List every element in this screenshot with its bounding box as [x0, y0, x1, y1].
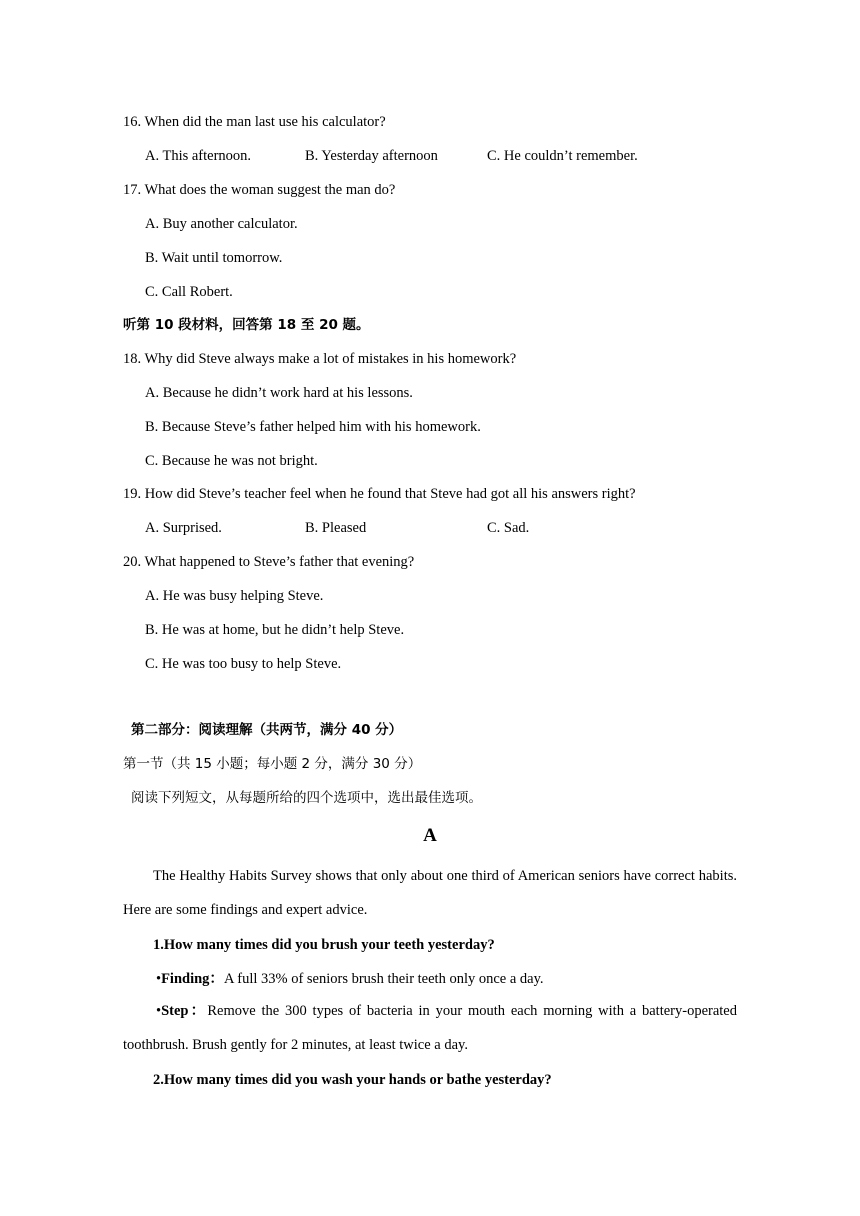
step-label: Step： [161, 1003, 208, 1019]
reading-instruction: 阅读下列短文，从每题所给的四个选项中，选出最佳选项。 [131, 790, 482, 806]
question-20: 20. What happened to Steve’s father that evening? [123, 554, 415, 570]
question-19: 19. How did Steve’s teacher feel when he found that Steve had got all his answers right? [123, 486, 636, 502]
passage-heading-1: 1.How many times did you brush your teeth yesterday? [153, 937, 495, 953]
q17-option-b: B. Wait until tomorrow. [145, 250, 283, 266]
passage-intro: The Healthy Habits Survey shows that only about one third of American seniors have correct habits. Here are some findings and expert advice. [123, 868, 737, 918]
q16-option-a: A. This afternoon. [145, 148, 252, 164]
finding-label: Finding： [161, 971, 224, 987]
q17-option-c: C. Call Robert. [145, 284, 233, 300]
q18-option-c: C. Because he was not bright. [145, 453, 318, 469]
step-paragraph [123, 994, 737, 1062]
question-17: 17. What does the woman suggest the man do? [123, 182, 396, 198]
q18-option-a: A. Because he didn’t work hard at his lessons. [145, 385, 413, 401]
finding-text: A full 33% of seniors brush their teeth only once a day. [223, 971, 544, 987]
part-2-heading: 第二部分：阅读理解（共两节，满分 40 分） [131, 722, 403, 738]
q19-option-b: B. Pleased [305, 520, 367, 536]
passage-title: A [423, 825, 437, 846]
q19-option-a: A. Surprised. [145, 520, 222, 536]
q16-option-c: C. He couldn’t remember. [487, 148, 638, 164]
bullet: • [156, 971, 162, 987]
q20-option-c: C. He was too busy to help Steve. [145, 656, 342, 672]
q17-option-a: A. Buy another calculator. [145, 216, 298, 232]
passage-heading-2: 2.How many times did you wash your hands or bathe yesterday? [153, 1072, 552, 1088]
q16-option-b: B. Yesterday afternoon [305, 148, 438, 164]
q18-option-b: B. Because Steve’s father helped him with his homework. [145, 419, 481, 435]
bullet: • [156, 1003, 162, 1019]
q20-option-a: A. He was busy helping Steve. [145, 588, 324, 604]
step-text: Remove the 300 types of bacteria in your mouth each morning with a battery-operated toothbrush. Brush gently for 2 minutes, at least twice a day. [123, 1003, 737, 1053]
q20-option-b: B. He was at home, but he didn’t help Steve. [145, 622, 405, 638]
q19-option-c: C. Sad. [487, 520, 530, 536]
section-10-instruction: 听第 10 段材料，回答第 18 至 20 题。 [123, 317, 370, 333]
finding-line [156, 970, 544, 988]
section-1-heading: 第一节（共 15 小题；每小题 2 分，满分 30 分） [123, 756, 422, 772]
question-16: 16. When did the man last use his calculator? [123, 114, 386, 130]
question-18: 18. Why did Steve always make a lot of mistakes in his homework? [123, 351, 517, 367]
